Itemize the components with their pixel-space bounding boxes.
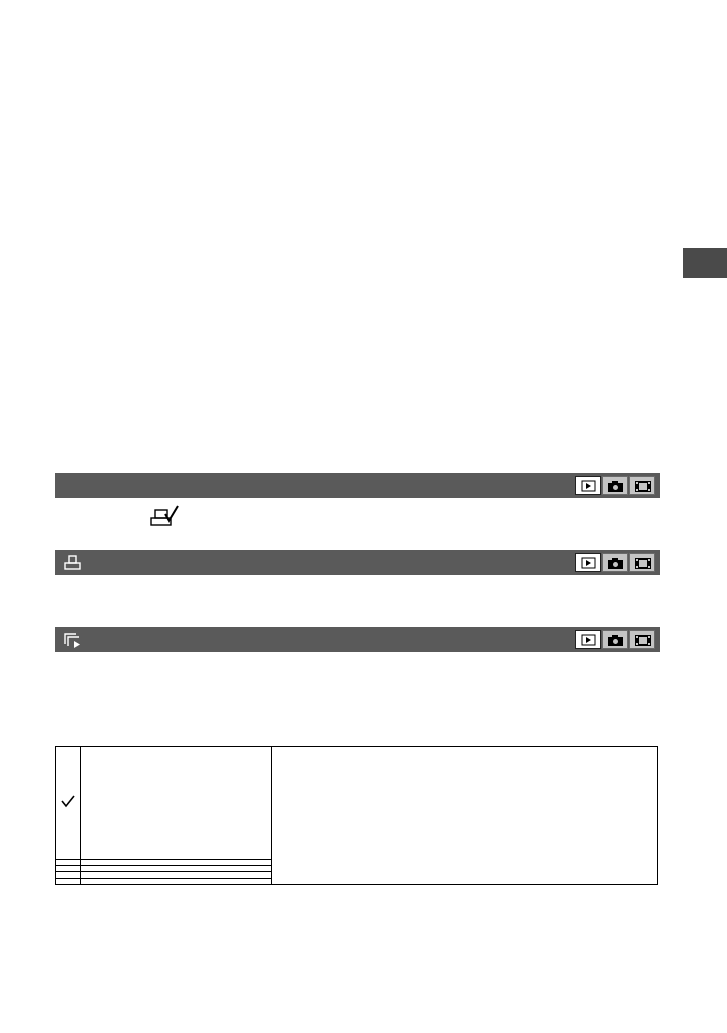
still-camera-icon [602,630,628,649]
movie-film-icon [629,630,655,649]
playback-mode-icon [575,630,601,649]
options-table [55,746,658,885]
option-label[interactable] [81,878,272,884]
chapter-side-tab [683,248,727,278]
still-camera-icon [602,476,628,495]
option-description [272,747,658,885]
section-header-bar-print [55,550,660,575]
check-cell[interactable] [56,878,81,884]
playback-mode-icon [575,476,601,495]
section-header-bar-1 [55,473,660,498]
option-label[interactable] [81,747,272,860]
checkmark-icon [60,794,76,808]
print-order-check-icon [147,504,181,528]
slideshow-icon [63,631,83,648]
selected-check-cell[interactable] [56,747,81,860]
playback-mode-icon [575,553,601,572]
print-icon [63,554,83,571]
table-row [56,747,658,860]
movie-film-icon [629,553,655,572]
section-header-bar-slideshow [55,627,660,652]
movie-film-icon [629,476,655,495]
still-camera-icon [602,553,628,572]
